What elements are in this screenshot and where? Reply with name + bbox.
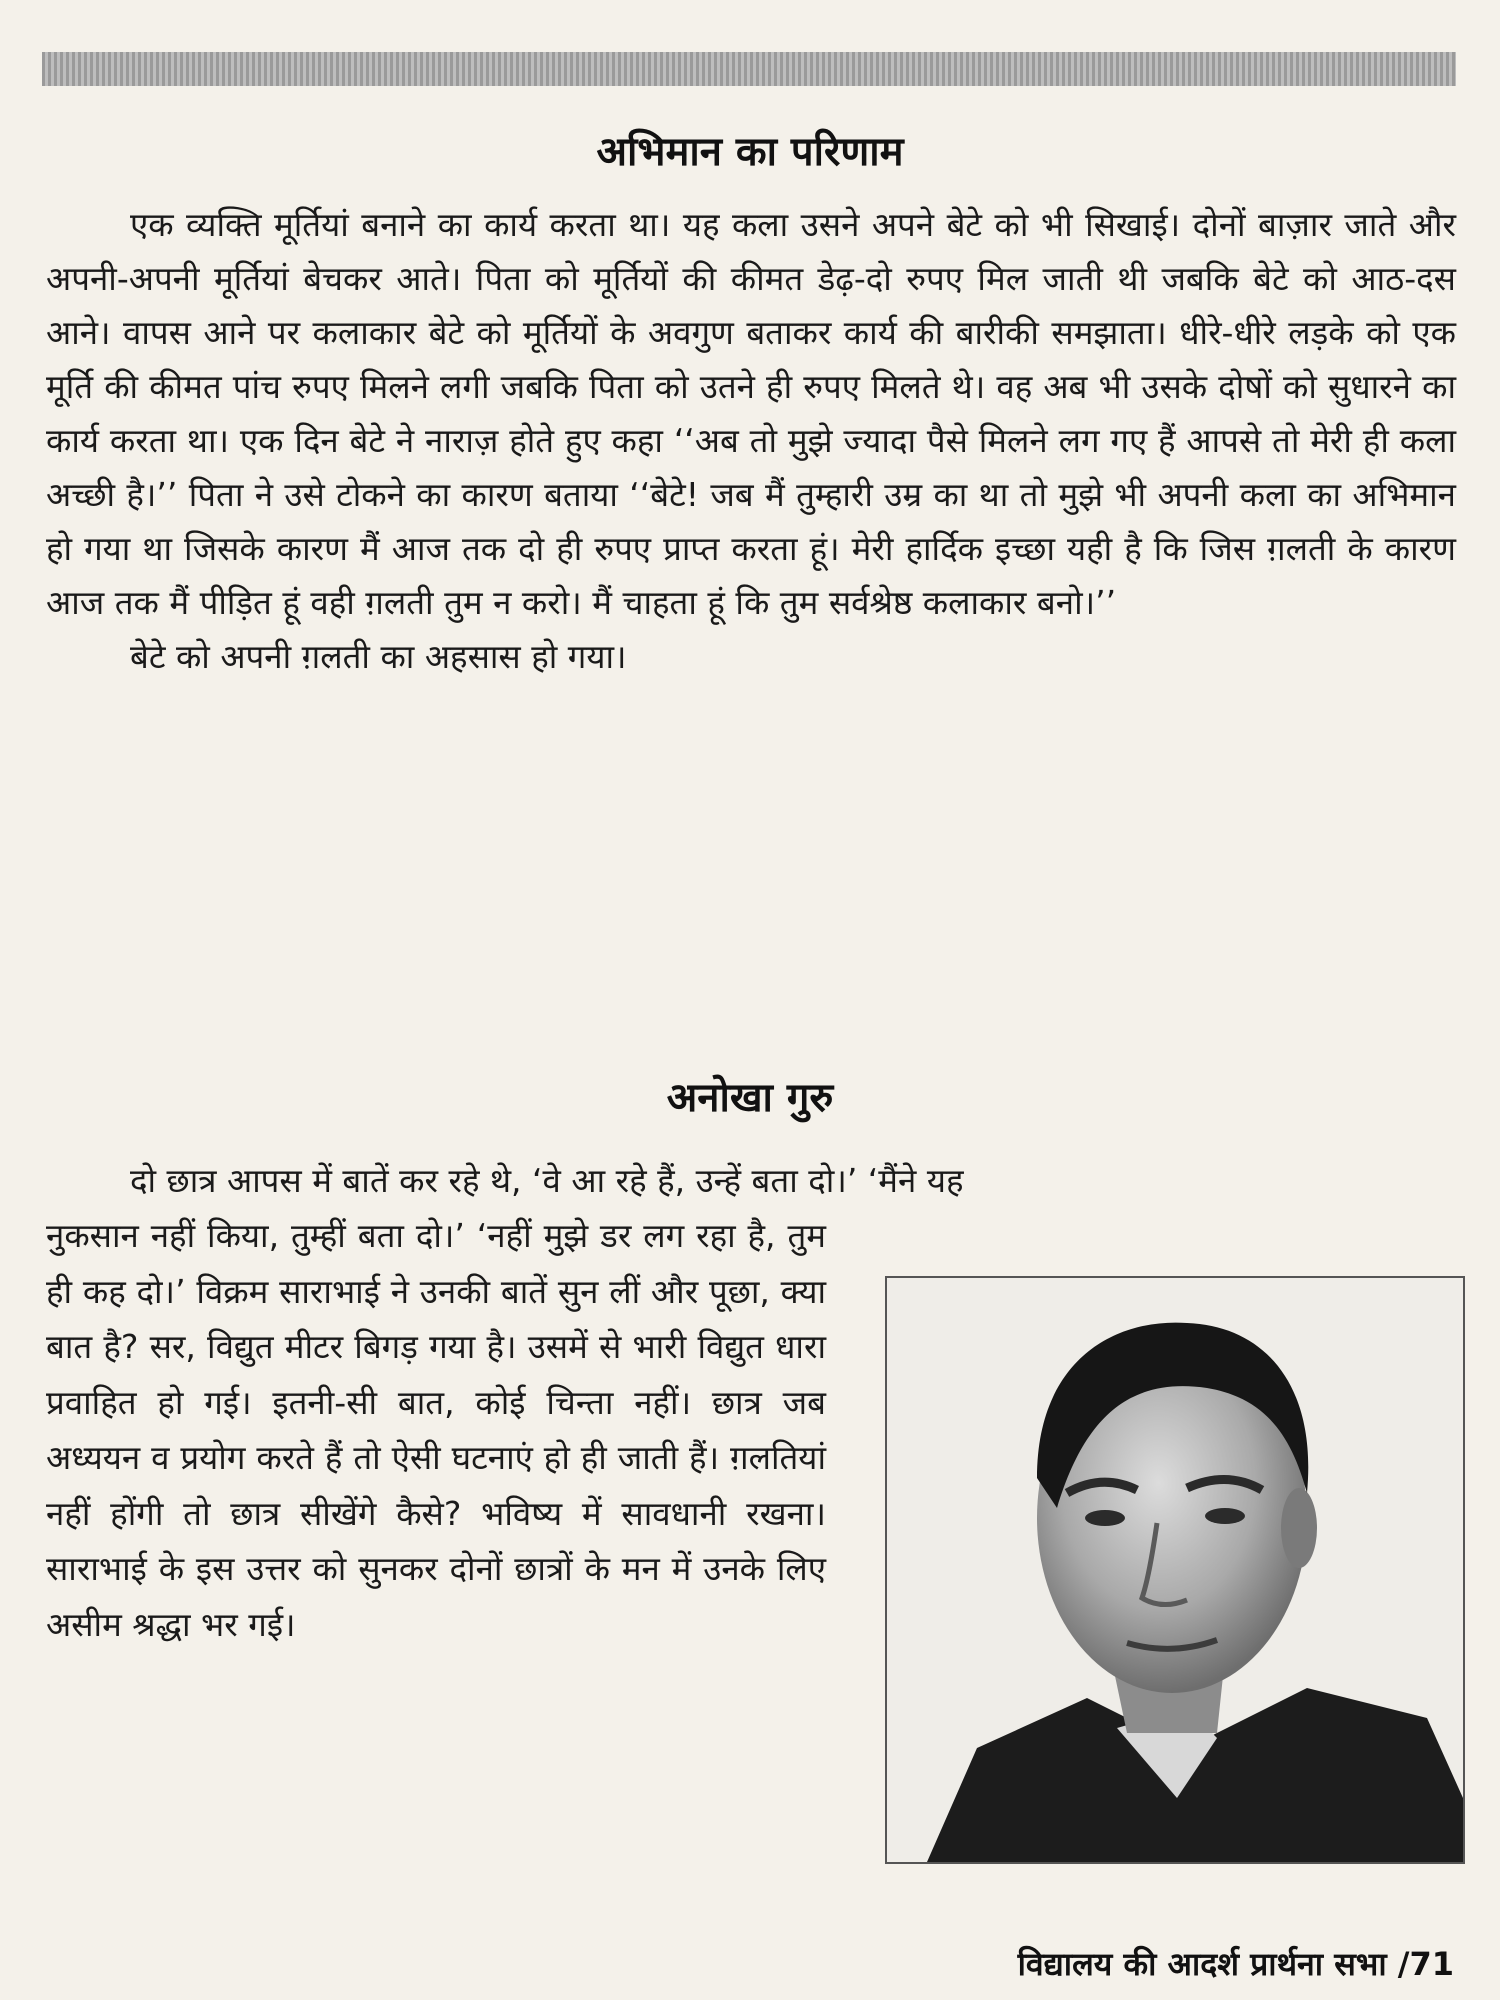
- portrait-photo: [885, 1276, 1465, 1864]
- story2-title: अनोखा गुरु: [666, 1075, 834, 1121]
- story1-text: [46, 198, 1456, 684]
- header-band: [42, 52, 1456, 86]
- story1-paragraph-1: एक व्यक्ति मूर्तियां बनाने का कार्य करता था। यह कला उसने अपने बेटे को भी सिखाई। दोनों बाज़ार जाते और अपनी-अपनी मूर्तियां बेचकर आते। पिता को मूर्तियों की कीमत डेढ़-दो रुपए मिल जाती थी जबकि बेटे को आठ-दस आने। वापस आने पर कलाकार बेटे को मूर्तियों के अवगुण बताकर कार्य की बारीकी समझाता। धीरे-धीरे लड़के को एक मूर्ति की कीमत पांच रुपए मिलने लगी जबकि पिता को उतने ही रुपए मिलते थे। वह अब भी उसके दोषों को सुधारने का कार्य करता था। एक दिन बेटे ने नाराज़ होते हुए कहा ‘‘अब तो मुझे ज्यादा पैसे मिलने लग गए हैं आपसे तो मेरी ही कला अच्छी है।’’ पिता ने उसे टोकने का कारण बताया ‘‘बेटे! जब मैं तुम्हारी उम्र का था तो मुझे भी अपनी कला का अभिमान हो गया था जिसके कारण मैं आज तक दो ही रुपए प्राप्त करता हूं। मेरी हार्दिक इच्छा यही है कि जिस ग़लती के कारण आज तक मैं पीड़ित हूं वही ग़लती तुम न करो। मैं चाहता हूं कि तुम सर्वश्रेष्ठ कलाकार बनो।’’: [46, 205, 1456, 622]
- story1-title: अभिमान का परिणाम: [596, 129, 904, 175]
- page-footer: विद्यालय की आदर्श प्रार्थना सभा /71: [1017, 1945, 1454, 1983]
- story1-paragraph-2: बेटे को अपनी ग़लती का अहसास हो गया।: [130, 637, 627, 676]
- story2-intro-line: दो छात्र आपस में बातें कर रहे थे, ‘वे आ रहे हैं, उन्हें बता दो।’ ‘मैंने यह: [130, 1161, 964, 1200]
- portrait-illustration: [887, 1278, 1463, 1862]
- story2-body: नुकसान नहीं किया, तुम्हीं बता दो।’ ‘नहीं मुझे डर लग रहा है, तुम ही कह दो।’ विक्रम साराभाई ने उनकी बातें सुन लीं और पूछा, क्या बात है? सर, विद्युत मीटर बिगड़ गया है। उसमें से भारी विद्युत धारा प्रवाहित हो गई। इतनी-सी बात, कोई चिन्ता नहीं। छात्र जब अध्ययन व प्रयोग करते हैं तो ऐसी घटनाएं हो ही जाती हैं। ग़लतियां नहीं होंगी तो छात्र सीखेंगे कैसे? भविष्य में सावधानी रखना। साराभाई के इस उत्तर को सुनकर दोनों छात्रों के मन में उनके लिए असीम श्रद्धा भर गई।: [46, 1216, 826, 1644]
